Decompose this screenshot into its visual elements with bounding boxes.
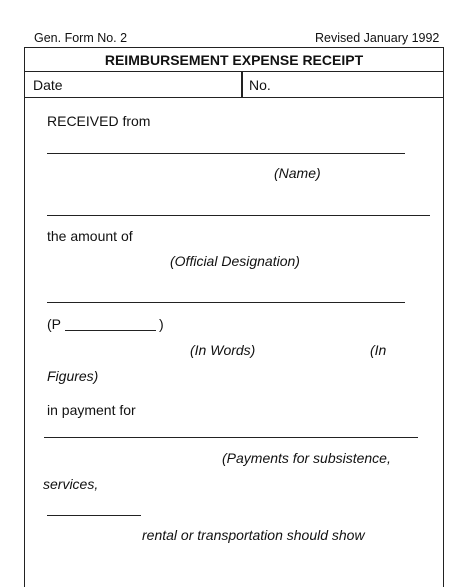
additional-blank-line (47, 515, 141, 516)
form-title: REIMBURSEMENT EXPENSE RECEIPT (25, 48, 443, 72)
payment-purpose-line (44, 437, 418, 438)
designation-caption: (Official Designation) (170, 253, 300, 269)
peso-prefix: (P (47, 316, 61, 332)
revised-date: Revised January 1992 (315, 31, 440, 45)
row-divider (241, 72, 243, 97)
received-from-label: RECEIVED from (47, 113, 151, 129)
peso-figure-blank (65, 330, 156, 331)
name-blank-line (47, 153, 405, 154)
in-figures-caption-start: (In (370, 342, 387, 358)
form-number: Gen. Form No. 2 (34, 31, 128, 45)
rental-caption: rental or transportation should show (142, 527, 365, 543)
services-caption: services, (43, 476, 99, 492)
date-label: Date (33, 77, 63, 93)
designation-blank-line (47, 215, 430, 216)
name-caption: (Name) (274, 165, 321, 181)
number-label: No. (249, 77, 271, 93)
in-words-caption: (In Words) (190, 342, 256, 358)
payments-caption: (Payments for subsistence, (222, 450, 391, 466)
date-number-row (25, 72, 443, 98)
in-figures-caption-end: Figures) (47, 368, 99, 384)
peso-suffix: ) (159, 316, 164, 332)
amount-words-line (47, 302, 405, 303)
in-payment-for-label: in payment for (47, 402, 136, 418)
amount-of-label: the amount of (47, 228, 133, 244)
